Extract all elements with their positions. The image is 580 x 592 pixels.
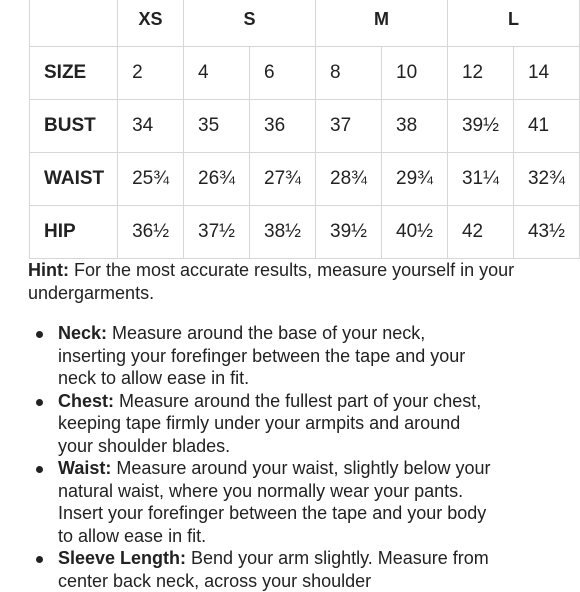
table-row <box>30 153 580 206</box>
table-cell: 14 <box>513 47 579 100</box>
table-row <box>30 100 580 153</box>
table-cell: 4 <box>184 47 250 100</box>
size-group-xs: XS <box>118 0 184 47</box>
table-row <box>30 47 580 100</box>
measurement-hint <box>28 259 548 305</box>
tip-term: Neck: <box>58 323 108 343</box>
size-group-s: S <box>184 0 316 47</box>
size-chart-table <box>29 0 580 259</box>
tip-text: Bend your arm slightly. Measure from center back neck, across your shoulder <box>58 548 489 591</box>
size-group-header-row <box>30 0 580 47</box>
table-cell: 38½ <box>250 206 316 259</box>
bullet-icon <box>36 399 43 406</box>
corner-cell <box>30 0 118 47</box>
hint-label: Hint: <box>28 260 69 280</box>
bullet-icon <box>36 466 43 473</box>
table-cell: 34 <box>118 100 184 153</box>
table-cell: 12 <box>447 47 513 100</box>
table-row <box>30 206 580 259</box>
table-cell: 32¾ <box>513 153 579 206</box>
measurement-tips-list <box>0 322 560 592</box>
table-cell: 29¾ <box>382 153 448 206</box>
tip-text: Measure around the fullest part of your chest, keeping tape firmly under your armpits and around your shoulder blades. <box>58 390 482 456</box>
list-item <box>0 322 498 390</box>
tip-term: Waist: <box>58 458 112 478</box>
table-cell: 27¾ <box>250 153 316 206</box>
table-cell: 39½ <box>447 100 513 153</box>
row-label-bust: BUST <box>30 100 118 153</box>
list-item <box>0 547 498 592</box>
row-label-hip: HIP <box>30 206 118 259</box>
size-group-m: M <box>316 0 448 47</box>
bullet-icon <box>36 556 43 563</box>
table-cell: 37 <box>316 100 382 153</box>
table-cell: 41 <box>513 100 579 153</box>
table-cell: 38 <box>382 100 448 153</box>
table-cell: 25¾ <box>118 153 184 206</box>
table-cell: 26¾ <box>184 153 250 206</box>
table-cell: 42 <box>447 206 513 259</box>
bullet-icon <box>36 331 43 338</box>
table-cell: 8 <box>316 47 382 100</box>
tip-text: Measure around your waist, slightly below your natural waist, where you normally wear your pants. Insert your forefinger between the tape and your body to allow ease in fit. <box>58 458 491 546</box>
table-cell: 36½ <box>118 206 184 259</box>
table-cell: 40½ <box>382 206 448 259</box>
table-cell: 10 <box>382 47 448 100</box>
row-label-size: SIZE <box>30 47 118 100</box>
table-cell: 37½ <box>184 206 250 259</box>
table-cell: 36 <box>250 100 316 153</box>
table-cell: 28¾ <box>316 153 382 206</box>
table-cell: 31¼ <box>447 153 513 206</box>
tip-term: Sleeve Length: <box>58 548 187 568</box>
hint-text: For the most accurate results, measure yourself in your undergarments. <box>28 260 515 303</box>
table-cell: 39½ <box>316 206 382 259</box>
table-cell: 6 <box>250 47 316 100</box>
table-cell: 43½ <box>513 206 579 259</box>
list-item <box>0 390 498 458</box>
tip-term: Chest: <box>58 390 115 411</box>
row-label-waist: WAIST <box>30 153 118 206</box>
size-group-l: L <box>447 0 579 47</box>
tip-text: Measure around the base of your neck, inserting your forefinger between the tape and your neck to allow ease in fit. <box>58 323 466 388</box>
table-cell: 35 <box>184 100 250 153</box>
list-item <box>0 457 498 547</box>
table-cell: 2 <box>118 47 184 100</box>
